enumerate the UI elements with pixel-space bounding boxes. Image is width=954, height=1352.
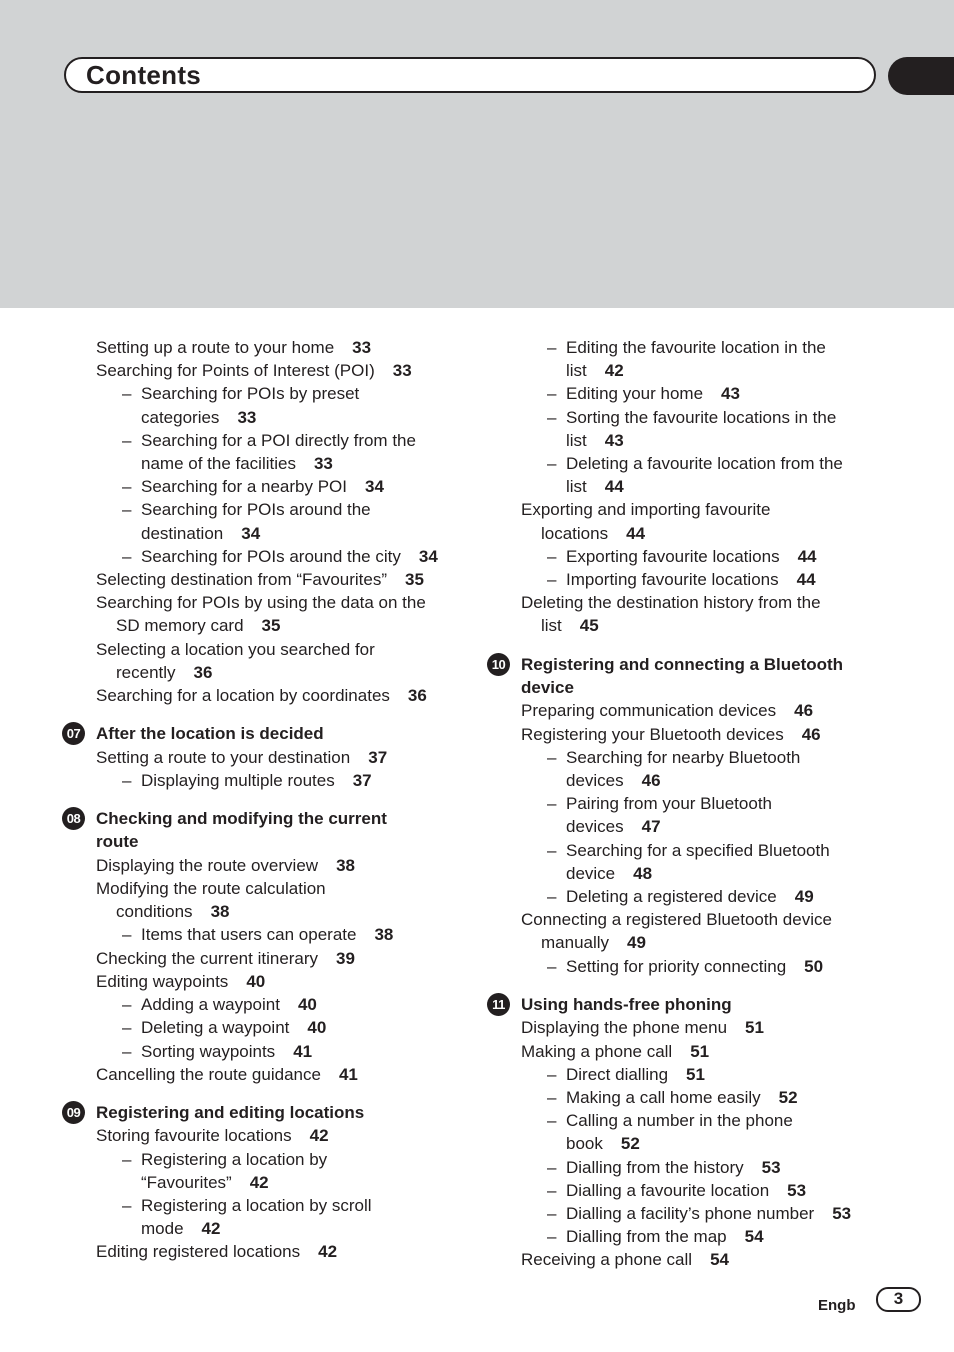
entry-page-number: 36	[407, 686, 427, 706]
entry-page-number: 41	[338, 1064, 358, 1084]
dash-bullet: –	[547, 956, 557, 976]
dash-bullet: –	[547, 1227, 557, 1247]
entry-page-number: 53	[787, 1180, 807, 1200]
entry-page-number: 49	[794, 887, 814, 907]
toc-subentry[interactable]	[487, 792, 907, 815]
entry-page-number: 45	[579, 616, 599, 636]
section-title: Registering and editing locations	[96, 1102, 365, 1122]
entry-page-number: 38	[374, 925, 394, 945]
toc-subentry[interactable]	[62, 923, 482, 946]
toc-subentry[interactable]	[487, 1225, 907, 1248]
toc-subentry[interactable]	[487, 746, 907, 769]
entry-page-number: 36	[193, 662, 213, 682]
toc-right-column	[487, 336, 907, 1272]
section-heading[interactable]	[487, 993, 907, 1016]
entry-text: Searching for a specified Bluetooth	[566, 840, 830, 860]
toc-entry[interactable]	[487, 1040, 907, 1063]
section-number-badge: 11	[487, 993, 510, 1016]
entry-text: Checking the current itinerary	[96, 948, 319, 968]
dash-bullet: –	[547, 1180, 557, 1200]
dash-bullet: –	[547, 407, 557, 427]
toc-entry[interactable]	[487, 1132, 907, 1155]
toc-entry[interactable]	[487, 614, 907, 637]
toc-entry[interactable]	[62, 452, 482, 475]
entry-text: Making a phone call	[521, 1041, 673, 1061]
entry-text: Connecting a registered Bluetooth device	[521, 910, 832, 930]
toc-entry[interactable]	[62, 1124, 482, 1147]
entry-text: mode	[141, 1219, 184, 1239]
toc-entry[interactable]	[487, 1248, 907, 1271]
page-number: 3	[876, 1287, 921, 1312]
toc-entry[interactable]	[62, 568, 482, 591]
entry-text: Editing registered locations	[96, 1242, 301, 1262]
entry-text: Setting for priority connecting	[566, 956, 787, 976]
entry-text: Displaying the phone menu	[521, 1018, 728, 1038]
entry-text: Selecting a location you searched for	[96, 639, 375, 659]
entry-text: Displaying multiple routes	[141, 770, 335, 790]
entry-page-number: 42	[201, 1219, 221, 1239]
entry-page-number: 46	[801, 724, 821, 744]
toc-subentry[interactable]	[487, 336, 907, 359]
entry-text: Importing favourite locations	[566, 570, 779, 590]
entry-page-number: 44	[604, 477, 624, 497]
dash-bullet: –	[122, 546, 132, 566]
toc-entry[interactable]	[62, 522, 482, 545]
dash-bullet: –	[547, 794, 557, 814]
entry-text: Searching for a nearby POI	[141, 477, 348, 497]
entry-text: book	[566, 1134, 603, 1154]
toc-entry[interactable]	[62, 614, 482, 637]
dash-bullet: –	[547, 840, 557, 860]
entry-text: recently	[116, 662, 176, 682]
entry-page-number: 40	[297, 995, 317, 1015]
entry-text: name of the facilities	[141, 454, 296, 474]
entry-text: Searching for a location by coordinates	[96, 686, 390, 706]
language-code: Engb	[818, 1297, 856, 1314]
entry-page-number: 37	[352, 770, 372, 790]
entry-page-number: 35	[405, 570, 424, 590]
entry-text: Setting a route to your destination	[96, 747, 351, 767]
entry-page-number: 42	[604, 361, 624, 381]
toc-subentry[interactable]	[62, 545, 482, 568]
toc-subentry[interactable]	[487, 382, 907, 405]
dash-bullet: –	[122, 1018, 132, 1038]
dash-bullet: –	[547, 384, 557, 404]
page-title: Contents	[86, 60, 202, 90]
entry-text: conditions	[116, 902, 193, 922]
toc-entry[interactable]	[487, 908, 907, 931]
section-heading-continued[interactable]	[62, 830, 482, 853]
entry-page-number: 34	[241, 523, 261, 543]
title-frame	[64, 57, 876, 93]
entry-text: Pairing from your Bluetooth	[566, 794, 772, 814]
entry-page-number: 33	[392, 361, 412, 381]
entry-text: Calling a number in the phone	[566, 1111, 793, 1131]
entry-text: Sorting the favourite locations in the	[566, 407, 837, 427]
entry-page-number: 42	[249, 1172, 269, 1192]
toc-subentry[interactable]	[487, 1109, 907, 1132]
entry-page-number: 38	[336, 855, 355, 875]
entry-text: Deleting a waypoint	[141, 1018, 290, 1038]
dash-bullet: –	[122, 770, 132, 790]
entry-text: Editing the favourite location in the	[566, 338, 826, 357]
toc-subentry[interactable]	[487, 545, 907, 568]
entry-page-number: 42	[318, 1242, 338, 1262]
toc-entry[interactable]	[62, 591, 482, 614]
entry-page-number: 46	[794, 701, 814, 721]
toc-subentry[interactable]	[487, 1202, 907, 1225]
entry-text: Making a call home easily	[566, 1087, 761, 1107]
entry-text: Searching for POIs by preset	[141, 384, 360, 404]
entry-page-number: 37	[368, 747, 388, 767]
entry-text: list	[541, 616, 562, 636]
toc-subentry[interactable]	[62, 429, 482, 452]
toc-entry[interactable]	[62, 1217, 482, 1240]
toc-subentry[interactable]	[62, 1148, 482, 1171]
entry-page-number: 48	[633, 863, 653, 883]
entry-text: Exporting and importing favourite	[521, 500, 771, 520]
dash-bullet: –	[547, 1111, 557, 1131]
entry-text: Exporting favourite locations	[566, 546, 780, 566]
dash-bullet: –	[547, 747, 557, 767]
entry-text: Deleting the destination history from the	[521, 593, 821, 613]
entry-text: Searching for nearby Bluetooth	[566, 747, 801, 767]
toc-entry[interactable]	[487, 862, 907, 885]
toc-entry[interactable]	[62, 947, 482, 970]
entry-text: devices	[566, 771, 624, 791]
section-heading[interactable]	[62, 807, 482, 830]
section-heading[interactable]	[62, 1101, 482, 1124]
entry-page-number: 53	[832, 1203, 852, 1223]
toc-entry[interactable]	[487, 522, 907, 545]
entry-text: Dialling a facility’s phone number	[566, 1203, 815, 1223]
entry-text: Registering a location by	[141, 1149, 328, 1169]
entry-text: devices	[566, 817, 624, 837]
toc-entry[interactable]	[62, 359, 482, 382]
entry-page-number: 33	[352, 338, 372, 357]
entry-page-number: 54	[744, 1227, 764, 1247]
entry-page-number: 44	[626, 523, 646, 543]
toc-subentry[interactable]	[62, 382, 482, 405]
section-title: After the location is decided	[96, 724, 324, 744]
entry-text: Selecting destination from “Favourites”	[96, 570, 388, 590]
toc-entry[interactable]	[62, 336, 482, 359]
entry-text: Items that users can operate	[141, 925, 357, 945]
entry-page-number: 41	[293, 1041, 313, 1061]
toc-entry[interactable]	[487, 699, 907, 722]
toc-entry[interactable]	[62, 1171, 482, 1194]
entry-text: Searching for Points of Interest (POI)	[96, 361, 375, 381]
entry-page-number: 33	[237, 407, 257, 427]
section-title: Registering and connecting a Bluetooth	[521, 654, 844, 674]
dash-bullet: –	[547, 1064, 557, 1084]
entry-text: list	[566, 430, 587, 450]
entry-page-number: 50	[804, 956, 824, 976]
toc-subentry[interactable]	[487, 1179, 907, 1202]
toc-entry[interactable]	[487, 359, 907, 382]
entry-page-number: 51	[686, 1064, 705, 1084]
toc-subentry[interactable]	[487, 1086, 907, 1109]
toc-entry[interactable]	[487, 475, 907, 498]
entry-page-number: 35	[261, 616, 281, 636]
toc-entry[interactable]	[487, 931, 907, 954]
toc-subentry[interactable]	[62, 1016, 482, 1039]
entry-page-number: 42	[309, 1126, 329, 1146]
entry-text: Deleting a favourite location from the	[566, 454, 843, 474]
entry-text: Displaying the route overview	[96, 855, 319, 875]
toc-entry[interactable]	[487, 498, 907, 521]
entry-page-number: 46	[641, 771, 661, 791]
toc-left-column	[62, 336, 482, 1264]
dash-bullet: –	[122, 1149, 132, 1169]
section-number-badge: 09	[62, 1101, 85, 1124]
toc-subentry[interactable]	[487, 955, 907, 978]
toc-subentry[interactable]	[487, 1156, 907, 1179]
entry-text: Receiving a phone call	[521, 1250, 693, 1270]
toc-subentry[interactable]	[62, 475, 482, 498]
entry-text: Dialling from the history	[566, 1157, 744, 1177]
toc-subentry[interactable]	[487, 1063, 907, 1086]
entry-page-number: 52	[778, 1087, 798, 1107]
entry-page-number: 40	[246, 971, 266, 991]
entry-text: Registering a location by scroll	[141, 1195, 372, 1215]
entry-text: Editing your home	[566, 384, 704, 404]
entry-text: Setting up a route to your home	[96, 338, 335, 357]
dash-bullet: –	[122, 1041, 132, 1061]
entry-text: Storing favourite locations	[96, 1126, 292, 1146]
dash-bullet: –	[122, 430, 132, 450]
toc-entry[interactable]	[487, 815, 907, 838]
toc-subentry[interactable]	[62, 498, 482, 521]
dash-bullet: –	[122, 1195, 132, 1215]
entry-text: Cancelling the route guidance	[96, 1064, 321, 1084]
toc-entry[interactable]	[62, 1063, 482, 1086]
dash-bullet: –	[547, 454, 557, 474]
entry-page-number: 47	[641, 817, 661, 837]
entry-text: Searching for POIs around the city	[141, 546, 401, 566]
entry-text: categories	[141, 407, 220, 427]
entry-page-number: 34	[418, 546, 438, 566]
toc-subentry[interactable]	[62, 993, 482, 1016]
entry-page-number: 43	[721, 384, 740, 404]
entry-text: Modifying the route calculation	[96, 879, 326, 899]
entry-text: “Favourites”	[141, 1172, 232, 1192]
section-heading[interactable]	[62, 722, 482, 745]
entry-page-number: 51	[690, 1041, 710, 1061]
entry-page-number: 52	[620, 1134, 640, 1154]
entry-page-number: 43	[604, 430, 624, 450]
chapter-tab	[888, 57, 954, 95]
toc-entry[interactable]	[62, 638, 482, 661]
dash-bullet: –	[122, 500, 132, 520]
toc-entry[interactable]	[487, 769, 907, 792]
dash-bullet: –	[547, 338, 557, 357]
dash-bullet: –	[547, 1087, 557, 1107]
entry-page-number: 33	[313, 454, 333, 474]
entry-text: Searching for POIs around the	[141, 500, 371, 520]
toc-entry[interactable]	[62, 406, 482, 429]
section-heading[interactable]	[487, 653, 907, 676]
section-heading-continued[interactable]	[487, 676, 907, 699]
dash-bullet: –	[122, 995, 132, 1015]
dash-bullet: –	[547, 887, 557, 907]
dash-bullet: –	[122, 925, 132, 945]
entry-text: list	[566, 477, 587, 497]
dash-bullet: –	[122, 477, 132, 497]
toc-subentry[interactable]	[487, 406, 907, 429]
dash-bullet: –	[547, 1157, 557, 1177]
entry-text: Direct dialling	[566, 1064, 669, 1084]
toc-subentry[interactable]	[62, 769, 482, 792]
dash-bullet: –	[547, 570, 557, 590]
toc-entry[interactable]	[62, 900, 482, 923]
toc-entry[interactable]	[487, 429, 907, 452]
entry-text: Editing waypoints	[96, 971, 229, 991]
dash-bullet: –	[547, 546, 557, 566]
entry-text: Sorting waypoints	[141, 1041, 276, 1061]
dash-bullet: –	[122, 384, 132, 404]
entry-text: Searching for a POI directly from the	[141, 430, 416, 450]
toc-subentry[interactable]	[487, 568, 907, 591]
dash-bullet: –	[547, 1203, 557, 1223]
entry-text: manually	[541, 933, 610, 953]
entry-text: Adding a waypoint	[141, 995, 280, 1015]
toc-entry[interactable]	[487, 723, 907, 746]
toc-subentry[interactable]	[62, 1040, 482, 1063]
section-title: Using hands-free phoning	[521, 994, 732, 1014]
entry-text: device	[566, 863, 616, 883]
entry-text: Deleting a registered device	[566, 887, 777, 907]
entry-page-number: 44	[796, 570, 816, 590]
toc-entry[interactable]	[62, 854, 482, 877]
toc-entry[interactable]	[62, 1240, 482, 1263]
toc-subentry[interactable]	[62, 1194, 482, 1217]
entry-page-number: 34	[365, 477, 384, 497]
entry-text: Registering your Bluetooth devices	[521, 724, 784, 744]
section-title: Checking and modifying the current	[96, 809, 387, 829]
toc-entry[interactable]	[62, 684, 482, 707]
toc-entry[interactable]	[62, 661, 482, 684]
entry-page-number: 51	[745, 1018, 764, 1038]
section-number-badge: 10	[487, 653, 510, 676]
entry-text: Dialling a favourite location	[566, 1180, 770, 1200]
toc-subentry[interactable]	[487, 839, 907, 862]
toc-entry[interactable]	[487, 1016, 907, 1039]
section-number-badge: 07	[62, 722, 85, 745]
section-title: device	[521, 678, 574, 698]
entry-text: Dialling from the map	[566, 1227, 727, 1247]
section-number-badge: 08	[62, 807, 85, 830]
toc-entry[interactable]	[62, 746, 482, 769]
entry-page-number: 38	[210, 902, 230, 922]
entry-text: Searching for POIs by using the data on the	[96, 593, 426, 613]
entry-page-number: 53	[761, 1157, 781, 1177]
toc-subentry[interactable]	[487, 452, 907, 475]
entry-text: SD memory card	[116, 616, 244, 636]
entry-text: Preparing communication devices	[521, 701, 777, 721]
toc-entry[interactable]	[62, 877, 482, 900]
header-band	[0, 0, 954, 308]
toc-entry[interactable]	[487, 591, 907, 614]
entry-page-number: 44	[797, 546, 817, 566]
entry-page-number: 39	[336, 948, 355, 968]
toc-subentry[interactable]	[487, 885, 907, 908]
entry-page-number: 54	[710, 1250, 729, 1270]
entry-text: list	[566, 361, 587, 381]
entry-page-number: 40	[307, 1018, 327, 1038]
entry-page-number: 49	[627, 933, 646, 953]
entry-text: destination	[141, 523, 224, 543]
toc-entry[interactable]	[62, 970, 482, 993]
section-title: route	[96, 832, 139, 852]
entry-text: locations	[541, 523, 609, 543]
